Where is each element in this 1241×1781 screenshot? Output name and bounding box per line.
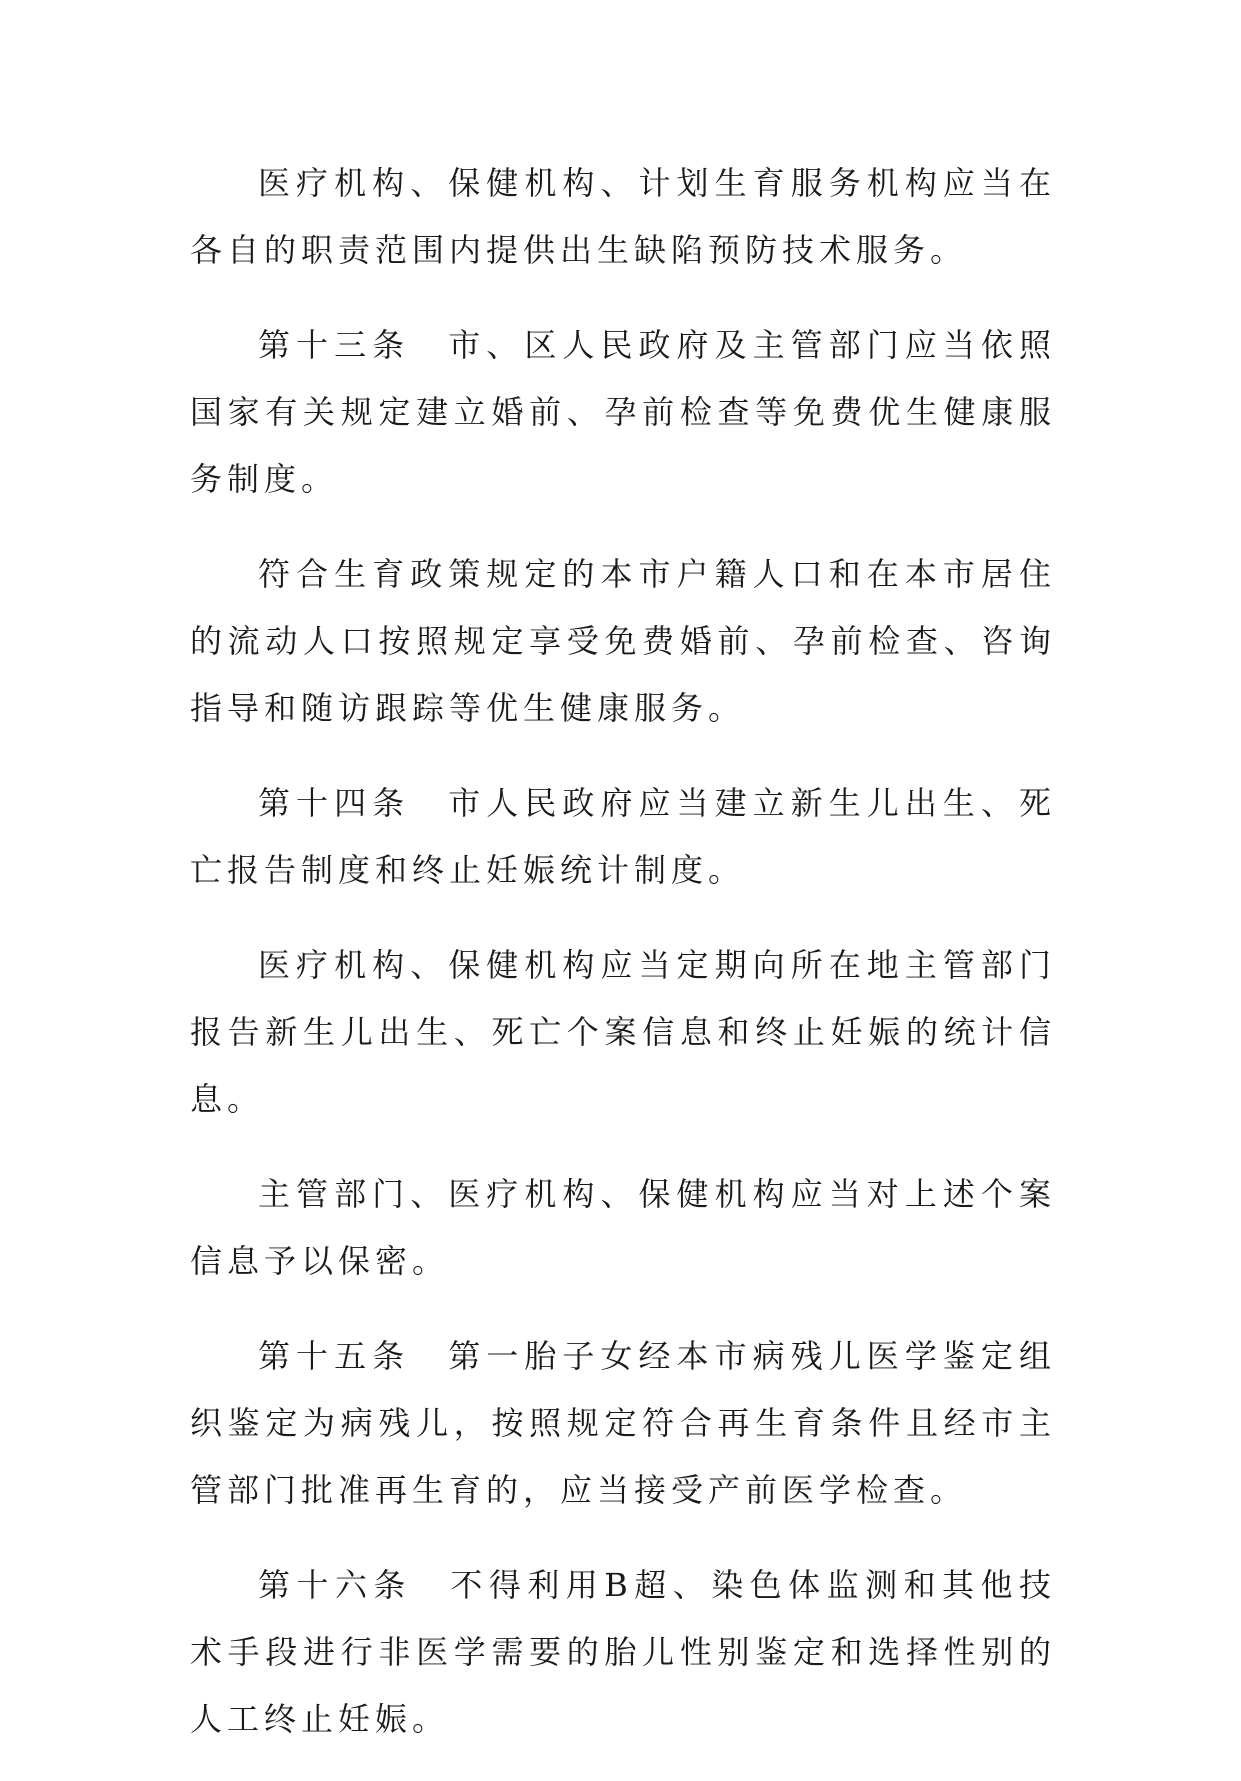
paragraph-3: 符合生育政策规定的本市户籍人口和在本市居住的流动人口按照规定享受免费婚前、孕前检查、咨询指导和随访跟踪等优生健康服务。 — [190, 555, 1056, 727]
paragraph-7-article-15: 第十五条 第一胎子女经本市病残儿医学鉴定组织鉴定为病残儿，按照规定符合再生育条件且经市主管部门批准再生育的，应当接受产前医学检查。 — [190, 1337, 1056, 1509]
document-body — [190, 150, 1056, 1781]
paragraph-5: 医疗机构、保健机构应当定期向所在地主管部门报告新生儿出生、死亡个案信息和终止妊娠的统计信息。 — [190, 946, 1056, 1118]
paragraph-8-article-16: 第十六条 不得利用B超、染色体监测和其他技术手段进行非医学需要的胎儿性别鉴定和选择性别的人工终止妊娠。 — [190, 1566, 1056, 1738]
paragraph-6: 主管部门、医疗机构、保健机构应当对上述个案信息予以保密。 — [190, 1175, 1056, 1280]
paragraph-1: 医疗机构、保健机构、计划生育服务机构应当在各自的职责范围内提供出生缺陷预防技术服务。 — [190, 164, 1056, 269]
paragraph-2-article-13: 第十三条 市、区人民政府及主管部门应当依照国家有关规定建立婚前、孕前检查等免费优生健康服务制度。 — [190, 326, 1056, 498]
paragraph-4-article-14: 第十四条 市人民政府应当建立新生儿出生、死亡报告制度和终止妊娠统计制度。 — [190, 784, 1056, 889]
